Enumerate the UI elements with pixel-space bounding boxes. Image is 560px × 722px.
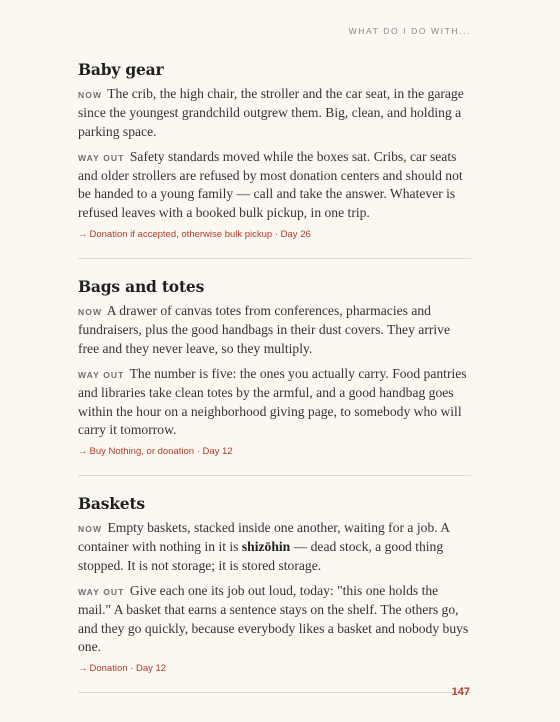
wayout-paragraph — [78, 582, 471, 656]
now-paragraph — [78, 519, 471, 575]
now-label: NOW — [78, 307, 103, 318]
right-arrow-icon: → — [78, 663, 88, 675]
entry-baby-gear — [78, 60, 471, 259]
now-text: A drawer of canvas totes from conferences, pharmacies and fundraisers, plus the good handbags in their dust covers. They arrive free and they never leave, so they multiply. — [78, 303, 450, 356]
right-arrow-icon: → — [78, 229, 88, 241]
wayout-text: The number is five: the ones you actually carry. Food pantries and libraries take clean totes by the armful, and a good handbag goes within the hour on a neighborhood giving page, to somebody who will carry it tomorrow. — [78, 365, 467, 437]
now-text-before: Empty baskets, stacked inside one another, waiting for a job. A container with nothing in it is — [78, 520, 450, 555]
now-paragraph — [78, 302, 471, 358]
wayout-label: WAY OUT — [78, 369, 125, 380]
verdict-line — [78, 446, 471, 457]
verdict-text: Donation if accepted, otherwise bulk pickup · Day 26 — [89, 229, 311, 241]
entry-title: Baskets — [78, 494, 145, 514]
wayout-paragraph — [78, 148, 471, 222]
wayout-text: Safety standards moved while the boxes sat. Cribs, car seats and older strollers are refused by most donation centers and should not be handed to a young family — call and take the answer. Whatever is refused leaves with a booked bulk pickup, in one trip. — [78, 148, 463, 220]
verdict-line — [78, 229, 471, 240]
now-label: NOW — [78, 524, 103, 535]
now-text: The crib, the high chair, the stroller and the car seat, in the garage since the youngest grandchild outgrew them. Big, clean, and holding a parking space. — [78, 86, 464, 139]
now-text-after: — dead stock, a good thing stopped. It is not storage; it is stored storage. — [78, 539, 444, 573]
wayout-paragraph — [78, 365, 471, 439]
wayout-label: WAY OUT — [78, 152, 125, 163]
page-content — [78, 60, 471, 711]
now-paragraph — [78, 85, 471, 141]
entry-baskets — [78, 494, 471, 693]
verdict-text: Donation · Day 12 — [89, 663, 167, 675]
verdict-text: Buy Nothing, or donation · Day 12 — [89, 446, 233, 458]
entry-title: Bags and totes — [78, 277, 205, 297]
wayout-text: Give each one its job out loud, today: "this one holds the mail." A basket that earns a sentence stays on the shelf. The others go, and they go quickly, because everybody likes a basket and nobody buys one. — [78, 583, 469, 654]
wayout-label: WAY OUT — [78, 587, 125, 598]
verdict-line — [78, 663, 471, 674]
page-number: 147 — [451, 686, 470, 698]
now-label: NOW — [78, 90, 103, 100]
entry-title: Baby gear — [78, 60, 164, 79]
right-arrow-icon: → — [78, 446, 88, 458]
now-text-bold: shizōhin — [241, 539, 291, 555]
running-head: WHAT DO I DO WITH... — [348, 26, 471, 36]
entry-bags-and-totes — [78, 277, 471, 476]
